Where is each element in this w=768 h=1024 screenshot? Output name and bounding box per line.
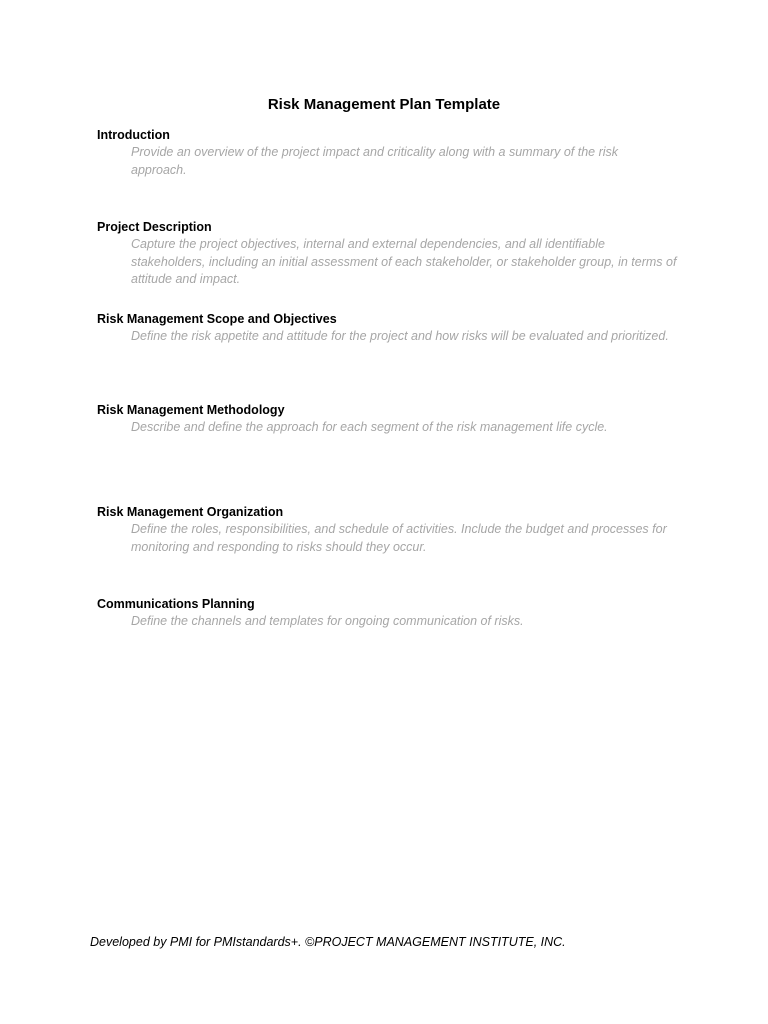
section-heading: Communications Planning	[97, 597, 255, 611]
section-methodology	[97, 402, 677, 437]
section-heading: Introduction	[97, 128, 170, 142]
section-scope-objectives	[97, 311, 677, 346]
section-body: Describe and define the approach for each segment of the risk management life cycle.	[131, 420, 608, 434]
section-project-description	[97, 219, 677, 289]
section-body: Define the channels and templates for ongoing communication of risks.	[131, 614, 524, 628]
section-heading: Risk Management Methodology	[97, 403, 285, 417]
section-heading: Project Description	[97, 220, 212, 234]
section-body: Define the risk appetite and attitude for the project and how risks will be evaluated and prioritized.	[131, 329, 669, 343]
section-heading: Risk Management Scope and Objectives	[97, 312, 337, 326]
section-body: Provide an overview of the project impact and criticality along with a summary of the risk approach.	[131, 145, 619, 177]
section-introduction	[97, 127, 677, 179]
section-body: Capture the project objectives, internal and external dependencies, and all identifiable stakeholders, including an initial assessment of each stakeholder, or stakeholder group, in terms of attitude and impact.	[131, 237, 677, 286]
section-organization	[97, 504, 677, 556]
section-body: Define the roles, responsibilities, and schedule of activities. Include the budget and processes for monitoring and responding to risks should they occur.	[131, 522, 667, 554]
page-title: Risk Management Plan Template	[267, 96, 501, 113]
section-heading: Risk Management Organization	[97, 505, 284, 519]
section-communications-planning	[97, 596, 677, 631]
page-footer: Developed by PMI for PMIstandards+. ©PROJECT MANAGEMENT INSTITUTE, INC.	[90, 935, 566, 949]
